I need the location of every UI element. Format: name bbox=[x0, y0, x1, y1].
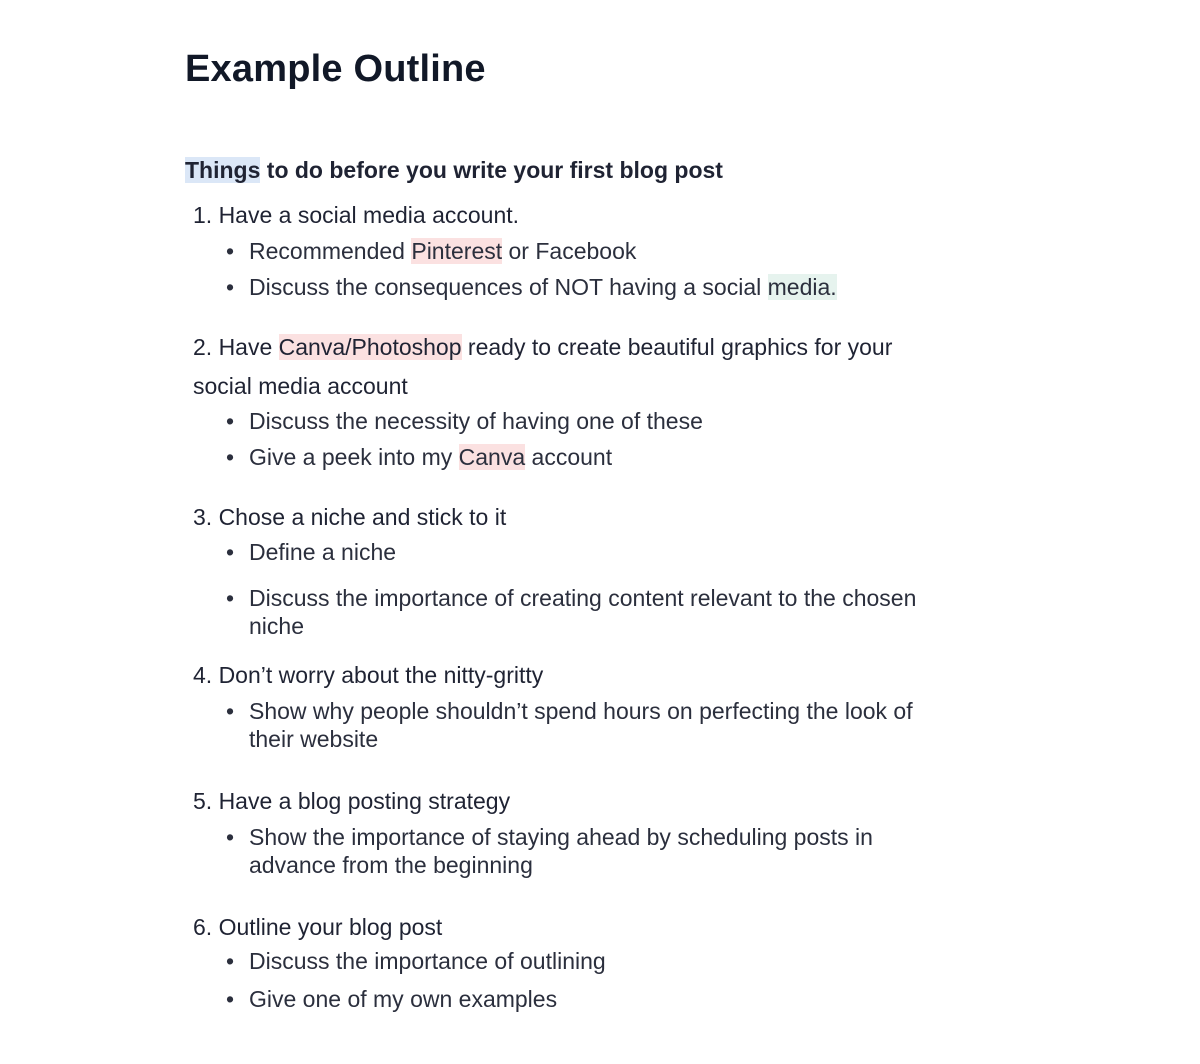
section-heading-1: 1. Have a social media account. bbox=[193, 202, 520, 228]
bullet-dot: • bbox=[226, 539, 235, 565]
highlighted-word: Pinterest bbox=[411, 238, 503, 264]
bullet-dot: • bbox=[226, 986, 235, 1012]
outline-subtitle bbox=[185, 157, 723, 184]
list-item: • Give a peek into my Canva account bbox=[226, 444, 613, 470]
highlighted-word: media. bbox=[767, 274, 837, 300]
bullet-dot: • bbox=[226, 585, 235, 611]
list-item: • Discuss the importance of outlining bbox=[226, 948, 606, 974]
highlighted-word: Things bbox=[185, 157, 261, 183]
section-heading-2: 2. Have Canva/Photoshop ready to create beautiful graphics for your social media account bbox=[193, 334, 893, 399]
section-heading-6: 6. Outline your blog post bbox=[193, 914, 443, 940]
list-item: • Define a niche bbox=[226, 539, 397, 565]
section-heading-5: 5. Have a blog posting strategy bbox=[193, 788, 511, 814]
bullet-dot: • bbox=[226, 824, 235, 850]
section-heading-4: 4. Don’t worry about the nitty-gritty bbox=[193, 662, 544, 688]
bullet-dot: • bbox=[226, 948, 235, 974]
subtitle-rest: to do before you write your first blog post bbox=[260, 157, 723, 183]
bullet-dot: • bbox=[226, 408, 235, 434]
page-title: Example Outline bbox=[185, 48, 486, 90]
bullet-dot: • bbox=[226, 444, 235, 470]
bullet-dot: • bbox=[226, 274, 235, 300]
highlighted-word: Canva bbox=[458, 444, 526, 470]
section-heading-3: 3. Chose a niche and stick to it bbox=[193, 504, 507, 530]
highlighted-word: Canva/Photoshop bbox=[278, 334, 462, 360]
list-item: • Discuss the consequences of NOT having a social media. bbox=[226, 274, 837, 300]
list-item: • Discuss the necessity of having one of these bbox=[226, 408, 703, 434]
list-item: • Recommended Pinterest or Facebook bbox=[226, 238, 637, 264]
list-item: • Show the importance of staying ahead by scheduling posts in advance from the beginning bbox=[226, 824, 873, 878]
bullet-dot: • bbox=[226, 698, 235, 724]
bullet-dot: • bbox=[226, 238, 235, 264]
list-item: • Give one of my own examples bbox=[226, 986, 558, 1012]
list-item: • Discuss the importance of creating content relevant to the chosen niche bbox=[226, 585, 917, 639]
list-item: • Show why people shouldn’t spend hours on perfecting the look of their website bbox=[226, 698, 913, 752]
